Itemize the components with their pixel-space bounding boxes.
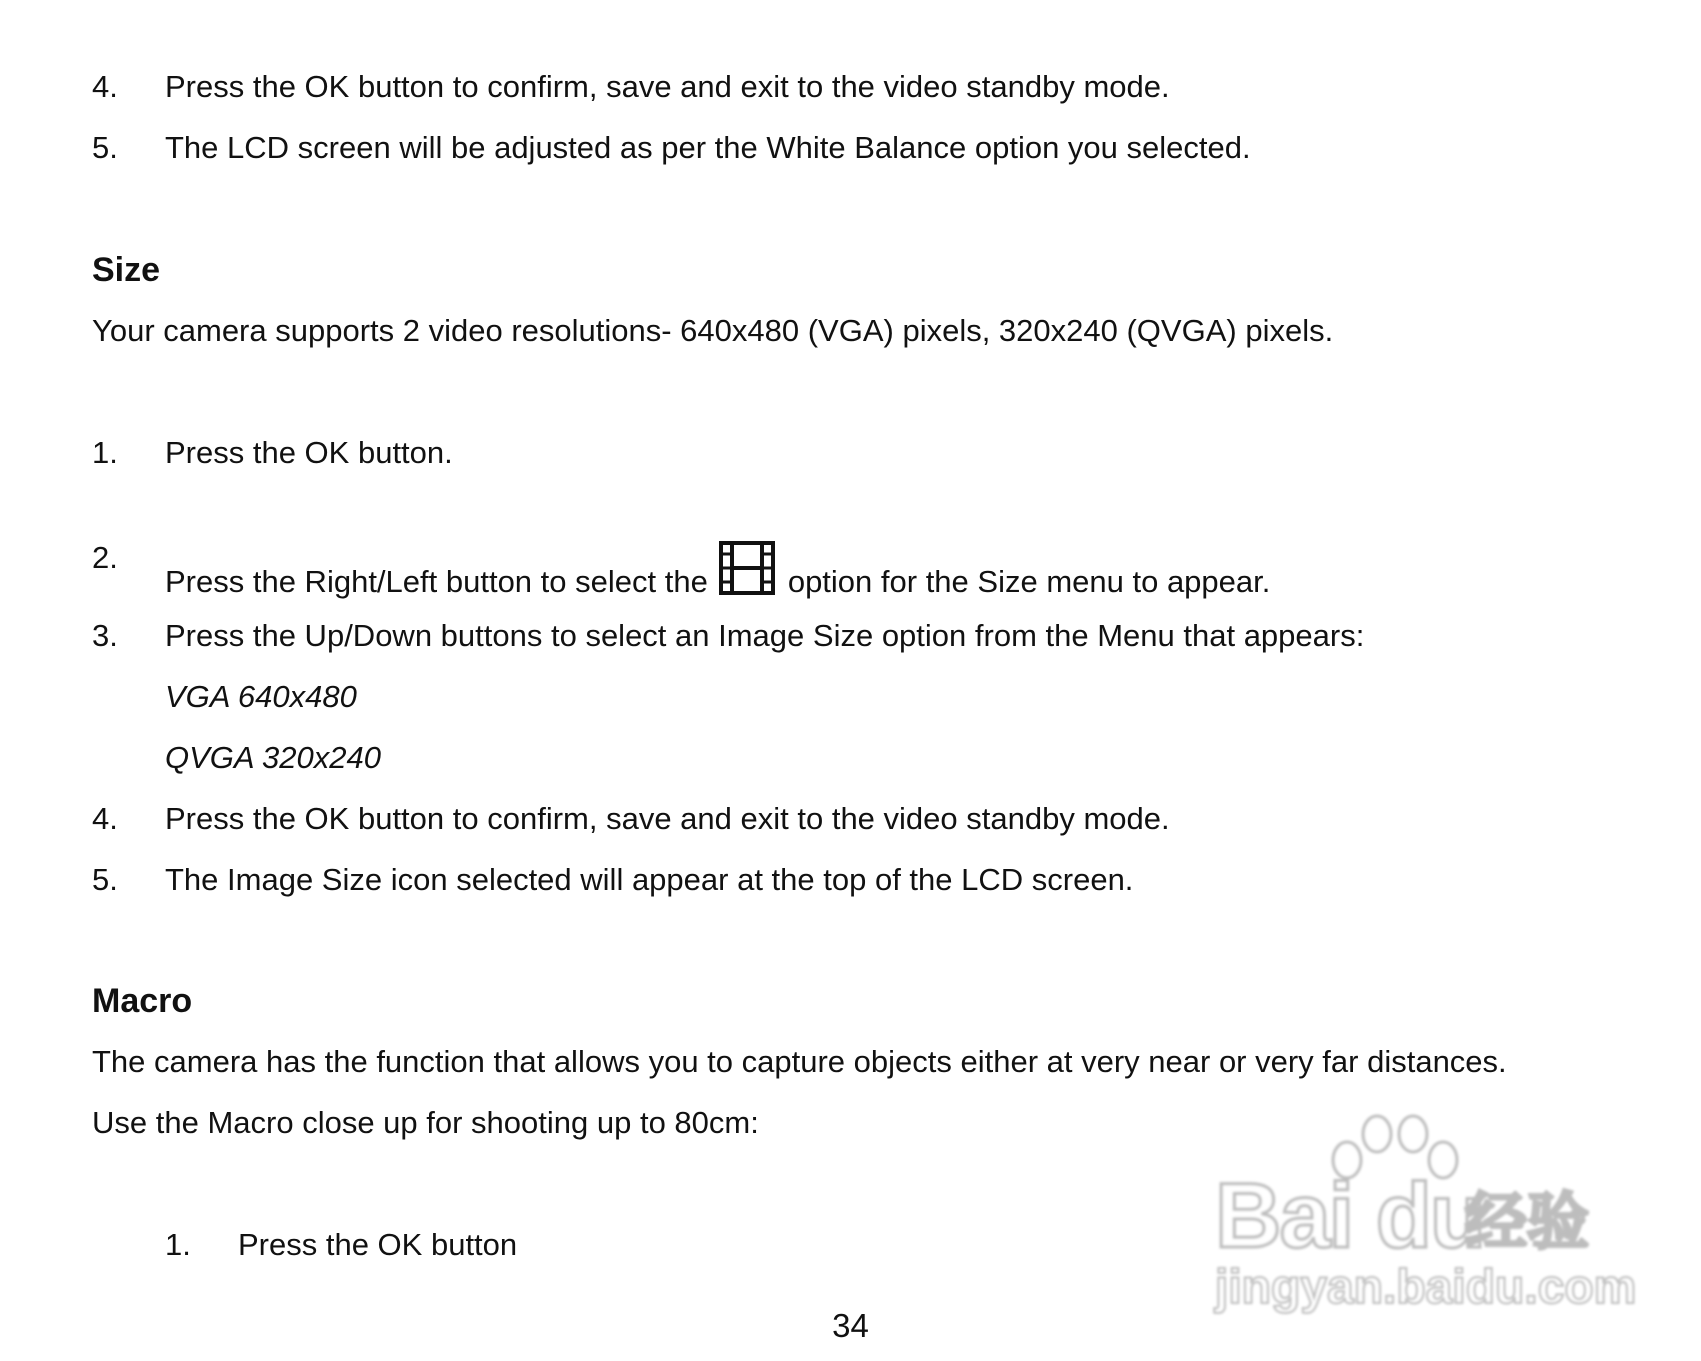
size-option-qvga: QVGA 320x240: [165, 740, 381, 775]
step-text: The Image Size icon selected will appear at the top of the LCD screen.: [165, 862, 1134, 897]
watermark-chinese: 经验: [1465, 1188, 1590, 1257]
page-number: 34: [832, 1307, 869, 1344]
step-number: 1.: [92, 435, 118, 470]
step-number: 4.: [92, 69, 118, 104]
film-size-icon: [718, 540, 776, 604]
step-text-before: Press the Right/Left button to select the: [165, 564, 708, 599]
step-text: Press the OK button to confirm, save and exit to the video standby mode.: [165, 801, 1170, 836]
size-heading: Size: [92, 251, 161, 289]
macro-intro-line-2: Use the Macro close up for shooting up to 80cm:: [92, 1105, 759, 1140]
step-number: 1.: [165, 1227, 191, 1262]
baidu-watermark: [1205, 1110, 1637, 1325]
macro-intro-line-1: The camera has the function that allows you to capture objects either at very near or very far distances.: [92, 1044, 1507, 1079]
step-number: 3.: [92, 618, 118, 653]
step-text: [165, 540, 1270, 604]
watermark-url: jingyan.baidu.com: [1215, 1261, 1637, 1314]
size-intro: Your camera supports 2 video resolutions- 640x480 (VGA) pixels, 320x240 (QVGA) pixels.: [92, 313, 1334, 348]
step-number: 4.: [92, 801, 118, 836]
step-number: 5.: [92, 130, 118, 165]
step-text-after: option for the Size menu to appear.: [787, 564, 1271, 599]
watermark-brand: Bai du: [1215, 1165, 1485, 1267]
size-option-vga: VGA 640x480: [165, 679, 357, 714]
step-text: Press the OK button: [238, 1227, 518, 1262]
step-text: Press the OK button.: [165, 435, 453, 470]
step-number: 5.: [92, 862, 118, 897]
step-text: Press the OK button to confirm, save and exit to the video standby mode.: [165, 69, 1170, 104]
macro-heading: Macro: [92, 982, 193, 1020]
step-text: Press the Up/Down buttons to select an Image Size option from the Menu that appears:: [165, 618, 1365, 653]
step-text: The LCD screen will be adjusted as per the White Balance option you selected.: [165, 130, 1251, 165]
step-number: 2.: [92, 540, 118, 575]
